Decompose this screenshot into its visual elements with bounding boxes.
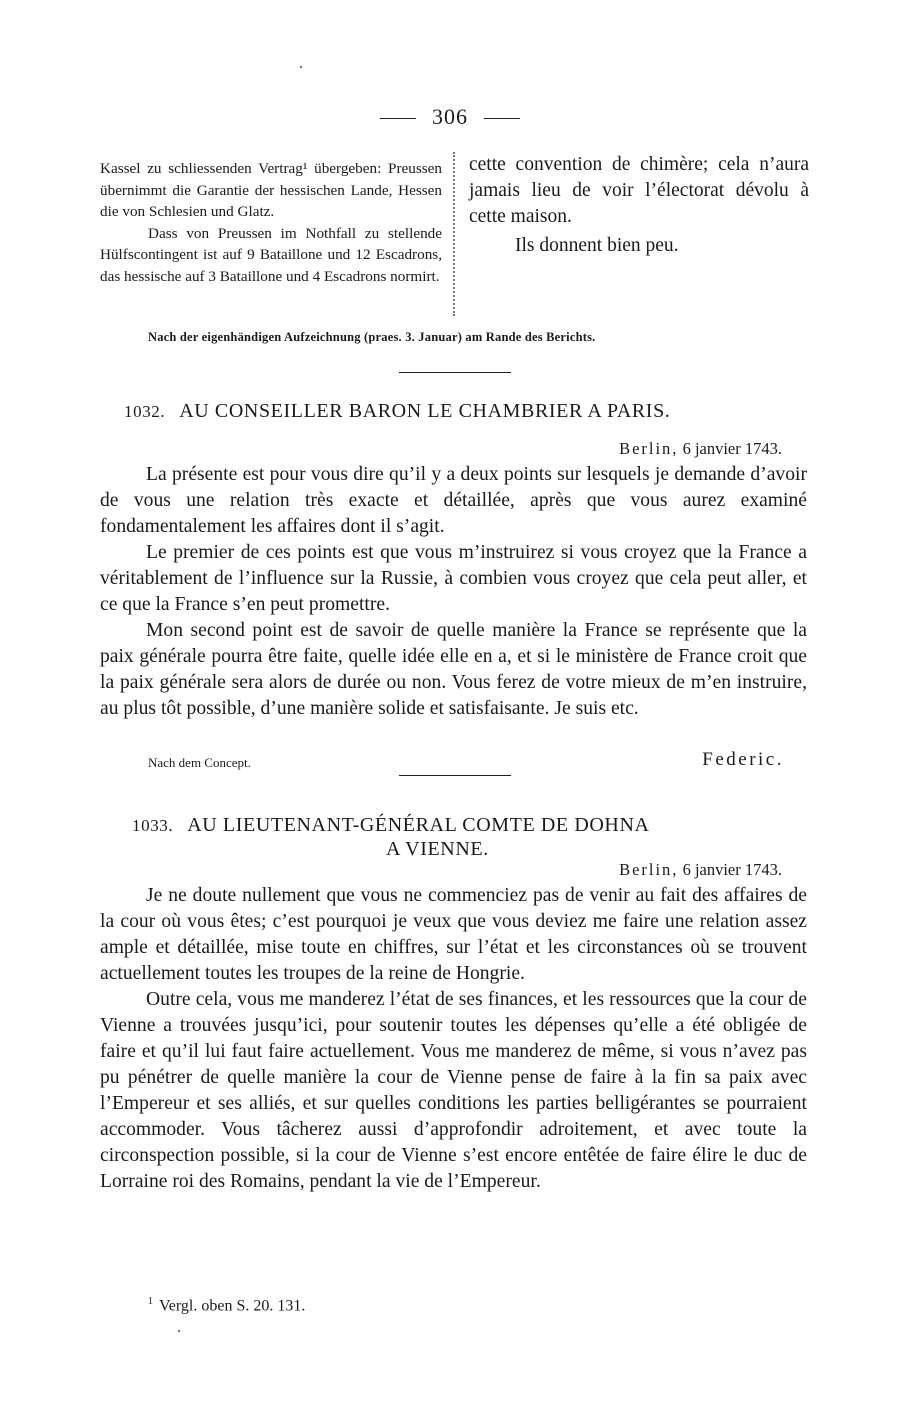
letter-title: AU LIEUTENANT-GÉNÉRAL COMTE DE DOHNA (187, 814, 650, 836)
page-number (0, 104, 900, 130)
footnote-mark: 1 (148, 1296, 153, 1307)
page-number-value: 306 (432, 104, 468, 129)
footnote-text: Vergl. oben S. 20. 131. (159, 1297, 306, 1315)
page-number-dash-left (380, 118, 416, 119)
letter-number: 1032. (124, 402, 166, 421)
source-note-top: Nach der eigenhändigen Aufzeichnung (praes. 3. Januar) am Rande des Berichts. (148, 330, 596, 344)
scan-speck (300, 66, 302, 68)
dateline-place: Berlin, (619, 860, 679, 879)
letter-title: AU CONSEILLER BARON LE CHAMBRIER A PARIS. (179, 400, 671, 422)
letter-paragraph: Le premier de ces points est que vous m’instruirez si vous croyez que la France a véritablement de l’influence sur la Russie, à combien vous croyez que cela peut aller, et ce que la France s’en peut promettre. (100, 542, 807, 615)
letter-1032-dateline (619, 439, 782, 459)
german-summary-column (100, 158, 442, 288)
letter-1032-signature: Federic. (702, 749, 784, 770)
letter-paragraph: Outre cela, vous me manderez l’état de ses finances, et les ressources que la cour de Vienne a trouvées jusqu’ici, pour soutenir toutes les dépenses qu’elle a été obligée de faire et qu’il lui faut faire actuellement. Vous me manderez de même, si vous n’avez pas pu pénétrer de quelle manière la cour de Vienne pense de faire à la fin sa paix avec l’Empereur et ses alliés, et sur quelles conditions les parties belligérantes se pourraient accommoder. Vous tâcherez aussi d’approfondir adroitement, et avec toute la circonspection possible, si la cour de Vienne s’est encore entêtée de faire élire le duc de Lorraine roi des Romains, pendant la vie de l’Empereur. (100, 989, 807, 1192)
german-summary-paragraph: Dass von Preussen im Nothfall zu stellende Hülfscontingent ist auf 9 Bataillone und 12 Escadrons, das hessische auf 3 Bataillone und 4 Escadrons normirt. (100, 224, 442, 285)
letter-1033-dateline (619, 860, 782, 880)
dateline-place: Berlin, (619, 439, 679, 458)
letter-1033-heading (132, 814, 812, 837)
german-summary-paragraph: Kassel zu schliessenden Vertrag¹ übergeben: Preussen übernimmt die Garantie der hessischen Lande, Hessen die von Schlesien und Glatz. (100, 160, 442, 221)
column-divider (453, 152, 455, 316)
footnote (148, 1296, 305, 1315)
scan-speck (178, 1330, 180, 1332)
letter-1032-heading (124, 400, 804, 423)
dateline-date: 6 janvier 1743. (682, 439, 782, 458)
section-divider (399, 372, 511, 373)
french-annotation-paragraph: cette convention de chimère; cela n’aura jamais lieu de voir l’électorat dévolu à cette maison. (469, 154, 809, 227)
letter-1032-source-note: Nach dem Concept. (148, 755, 251, 770)
letter-paragraph: Mon second point est de savoir de quelle manière la France se représente que la paix générale pourra être faite, quelle idée elle en a, et si le ministère de France croit que la paix générale sera alors de durée ou non. Vous ferez de votre mieux de m’en instruire, au plus tôt possible, d’une manière solide et satisfaisante. Je suis etc. (100, 620, 807, 719)
letter-1033-body (100, 883, 807, 1195)
letter-paragraph: Je ne doute nullement que vous ne commenciez pas de venir au fait des affaires de la cour où vous êtes; c’est pourquoi je veux que vous deviez me faire une relation assez ample et détaillée, mise toute en chiffres, sur l’état et les circonstances où se trouvent actuellement toutes les troupes de la reine de Hongrie. (100, 885, 807, 984)
page-number-dash-right (484, 118, 520, 119)
french-annotation-column (469, 152, 809, 259)
section-divider (399, 775, 511, 776)
letter-paragraph: La présente est pour vous dire qu’il y a deux points sur lesquels je demande d’avoir de vous une relation très exacte et détaillée, après que vous aurez examiné fondamentalement les affaires dont il s’agit. (100, 464, 807, 537)
letter-1033-heading-line2: A VIENNE. (386, 838, 489, 860)
french-annotation-paragraph: Ils donnent bien peu. (515, 235, 679, 256)
letter-1032-body (100, 462, 807, 722)
letter-number: 1033. (132, 816, 174, 835)
dateline-date: 6 janvier 1743. (682, 860, 782, 879)
